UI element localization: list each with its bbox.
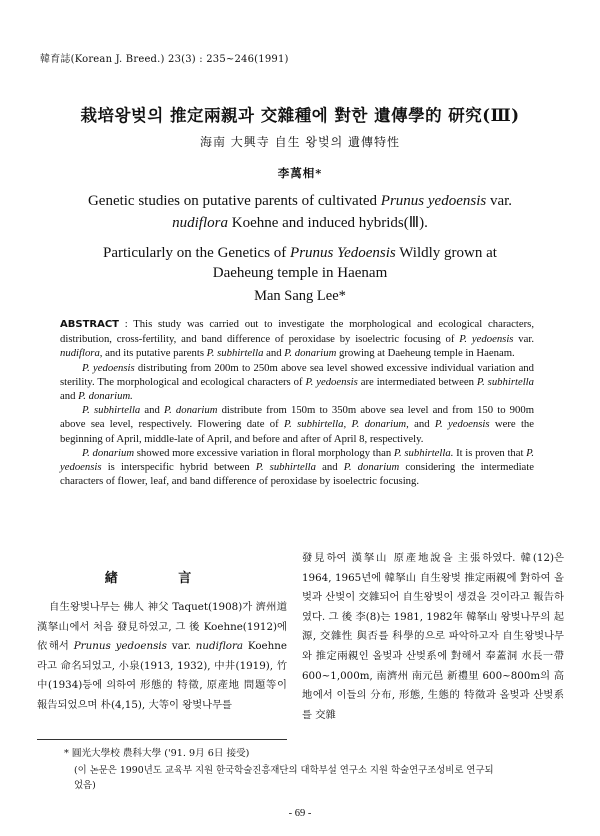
- footnote-funding: (이 논문은 1990년도 교육부 지원 한국학술진흥재단의 대학부설 연구소 지원 학술연구조성비로 연구되었음): [74, 765, 494, 791]
- title-en-2-post: Koehne and induced hybrids(Ⅲ).: [227, 215, 428, 231]
- body-paragraph: [37, 598, 287, 716]
- italic-run: Prunus yedoensis: [73, 640, 167, 653]
- text-run: and: [316, 461, 344, 474]
- text-run: were the beginning of April, middle-late of April, and before and after of April 8, respectively.: [60, 418, 535, 445]
- text-run: growing at Daeheung temple in Haenam.: [336, 347, 515, 360]
- title-en-1-italic: Prunus yedoensis: [380, 193, 487, 209]
- italic-run: nudiflora: [195, 640, 244, 653]
- italic-run: P. donarium: [82, 446, 135, 459]
- subtitle-en-1-post: Wildly grown at: [395, 245, 497, 261]
- abstract-label: ABSTRACT: [60, 319, 119, 330]
- text-run: and: [60, 390, 79, 403]
- text-run: and: [140, 404, 164, 417]
- page-number: - 69 -: [288, 808, 312, 819]
- italic-run: P. yedoensis: [305, 375, 358, 388]
- text-run: var.: [513, 333, 534, 346]
- text-run: It is proven that: [453, 446, 527, 459]
- italic-run: P. subhirtella.: [393, 446, 454, 459]
- italic-run: P. subhirtella: [255, 461, 316, 474]
- italic-run: P. subhirtella: [206, 347, 264, 360]
- title-korean: 栽培왕벚의 推定兩親과 交雜種에 對한 遺傳學的 研究(Ⅲ): [80, 106, 520, 125]
- title-en-1-pre: Genetic studies on putative parents of cultivated: [87, 193, 381, 209]
- section-heading-introduction: 緖 言: [104, 571, 220, 586]
- abstract-paragraph: [60, 361, 534, 404]
- text-run: and its putative parents: [102, 347, 207, 360]
- italic-run: P. donarium: [284, 347, 337, 360]
- text-run: and: [263, 347, 285, 360]
- text-run: are intermediated between: [357, 375, 477, 388]
- abstract: [60, 317, 534, 488]
- footnote-divider: [37, 739, 287, 740]
- abstract-paragraph: [60, 403, 534, 446]
- text-run: distributing from 200m to 250m above sea level showed excessive individual variation and sterility. The morphological and ecological characters of: [60, 361, 534, 388]
- italic-run: P. yedoensis: [82, 361, 135, 374]
- text-run: Koehne라고 命名되었고, 小泉(1913, 1932), 中井(1919), 竹中(1934)등에 의하여 形態的 特徵, 原產地 問題等이 報告되었으며 朴(4,15), 大等이 왕벚나무를: [37, 640, 287, 711]
- italic-run: P. yedoensis: [434, 418, 490, 431]
- title-en-2-italic: nudiflora: [172, 215, 228, 231]
- footnote-affiliation: * 圓光大學校 農科大學 ('91. 9月 6日 接受): [64, 748, 250, 759]
- subtitle-korean: 海南 大興寺 自生 왕벚의 遺傳特性: [199, 135, 401, 149]
- title-english-line-2: [0, 212, 600, 234]
- italic-run: P. subhirtella: [82, 404, 141, 417]
- italic-run: P. subhirtella: [476, 375, 534, 388]
- author-english: Man Sang Lee*: [254, 288, 346, 304]
- italic-run: P. yedoensis: [60, 446, 534, 474]
- author-korean: 李萬相*: [277, 166, 323, 180]
- italic-run: P. donarium.: [78, 390, 133, 403]
- abstract-paragraph: [60, 446, 534, 489]
- italic-run: nudiflora,: [60, 347, 103, 360]
- text-run: 自生왕벚나무는 佛人 神父 Taquet(1908)가 濟州道 漢拏山에서 처음 發見하였고, 그 後 Koehne(1912)에 依해서: [37, 601, 287, 653]
- title-en-1-post: var.: [486, 193, 513, 209]
- body-text-right-column: 發見하여 漢拏山 原產地說을 主張하였다. 韓(12)은 1964, 1965년에 韓拏山 自生왕벚 推定兩親에 對하여 올벚과 산벚이 交雜되어 自生왕벚이 생겼을 것이라고 報告하였다. 그 後 李(8)는 1981, 1982年 韓拏山 왕벚나무의 起源, 交雜性 與否를 科學的으로 파악하고자 自生왕벚나무와 推定兩親인 올벚과 산벚系에 對해서 奉蓋洞 水長一帶 600~1,000m, 南濟州 南元邑 新禮里 600~800m의 高地에서 이들의 分布, 形態, 生態的 特徵과 올벚과 산벚系를 交雜: [302, 552, 564, 721]
- text-run: var.: [166, 640, 196, 653]
- subtitle-english-line-2: Daeheung temple in Haenam: [212, 265, 388, 281]
- title-english-line-1: [0, 190, 600, 212]
- italic-run: P. yedoensis: [459, 333, 514, 346]
- text-run: and: [408, 418, 435, 431]
- text-run: : This study was carried out to investigate the morphological and ecological characters, distribution, cross-fertility, and band difference of peroxidase by isoelectric focusing of: [60, 318, 534, 346]
- subtitle-en-1-italic: Prunus Yedoensis: [290, 245, 396, 261]
- italic-run: P. donarium: [163, 404, 218, 417]
- text-run: is interspecific hybrid between: [101, 461, 256, 474]
- italic-run: P. donarium: [343, 461, 400, 474]
- text-run: showed more excessive variation in floral morphology than: [134, 446, 394, 459]
- text-run: distribute from 150m to 350m above sea level and from 150 to 900m above sea level, respectively. Flowering date of: [60, 404, 535, 431]
- subtitle-en-1-pre: Particularly on the Genetics of: [103, 245, 291, 261]
- italic-run: P. subhirtella, P. donarium,: [284, 418, 409, 431]
- journal-citation: 韓育誌(Korean J. Breed.) 23(3) : 235~246(1991): [40, 54, 289, 65]
- subtitle-english-line-1: [0, 242, 600, 264]
- text-run: considering the intermediate characters of flower, leaf, and band difference of peroxidase by isoelectric focusing.: [60, 461, 534, 488]
- abstract-paragraph: [60, 317, 534, 361]
- body-text-left-column: [37, 598, 287, 716]
